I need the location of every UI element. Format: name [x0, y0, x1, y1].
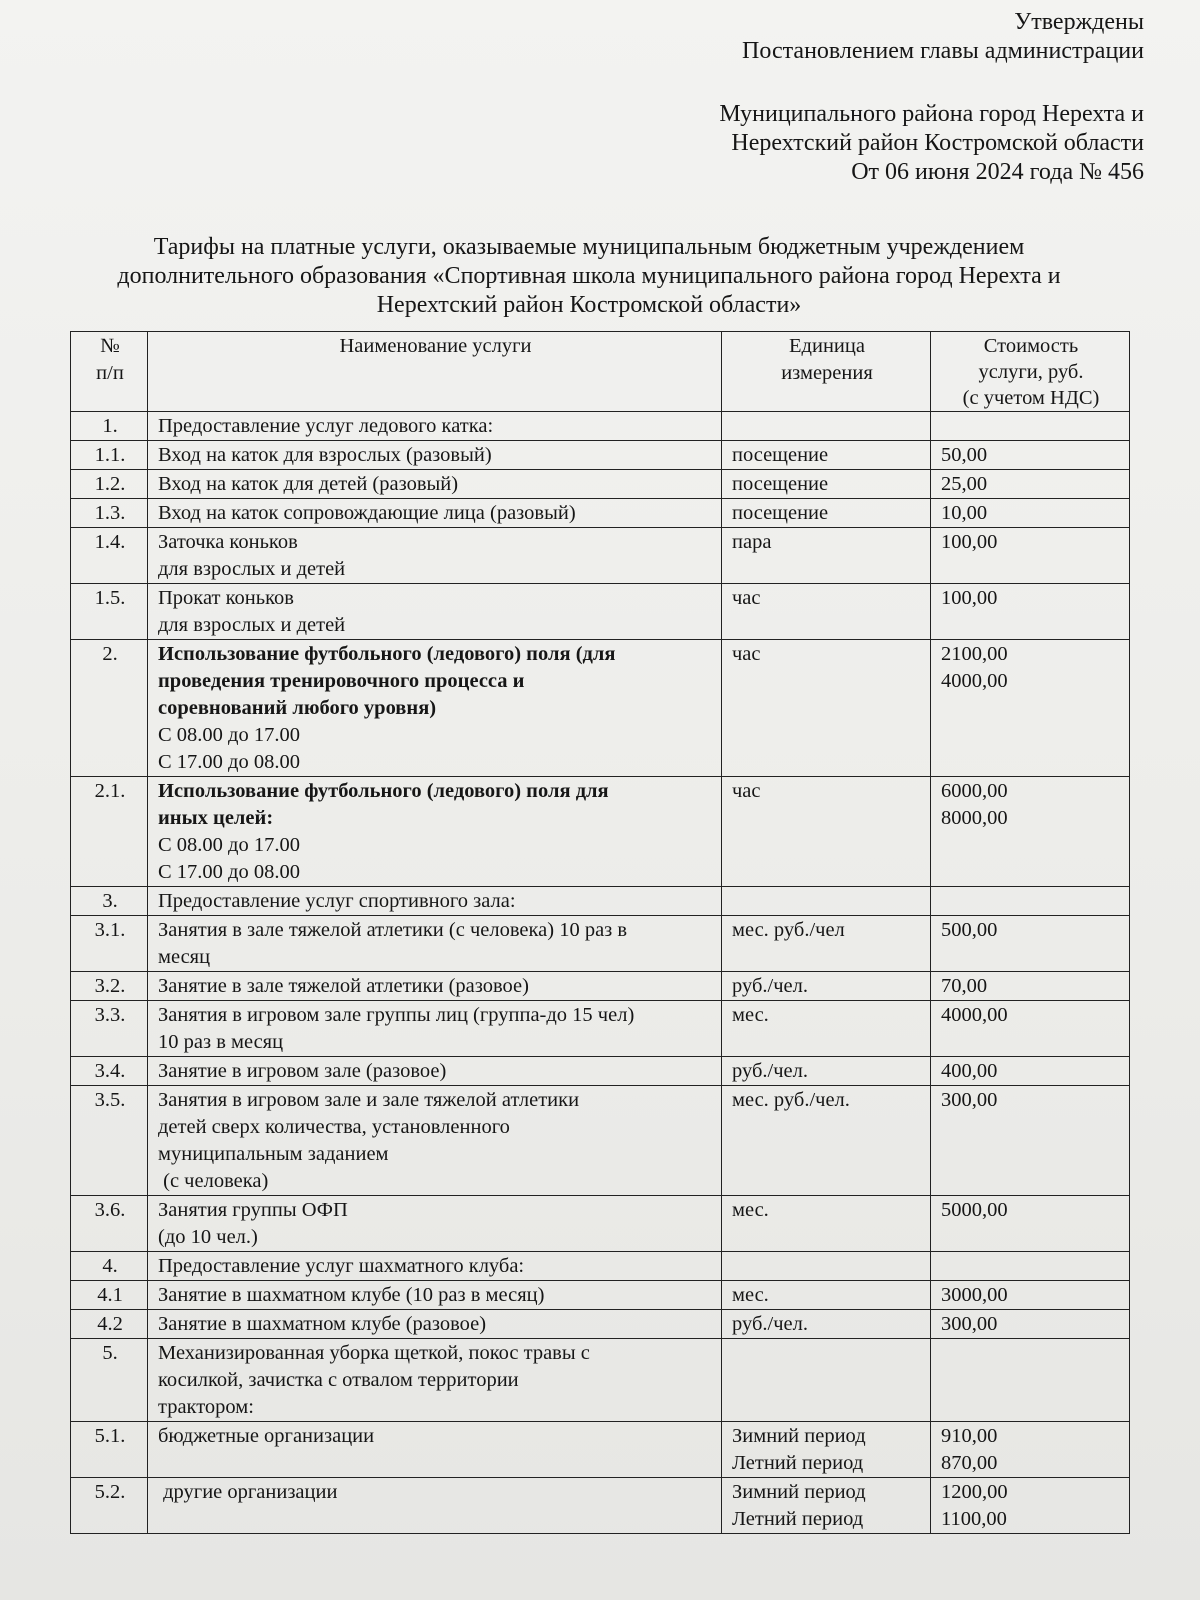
row-name-line: проведения тренировочного процесса и [158, 670, 525, 692]
table-row [71, 528, 1130, 584]
row-name: Занятие в шахматном клубе (разовое) [148, 1310, 722, 1339]
time-range: С 17.00 до 08.00 [158, 861, 300, 883]
row-name: Занятие в зале тяжелой атлетики (разовое) [148, 972, 722, 1001]
table-row [71, 1086, 1130, 1196]
header-price-line3: (с учетом НДС) [962, 387, 1100, 409]
row-name-line: муниципальным заданием [158, 1143, 389, 1165]
header-num-line2: п/п [96, 362, 124, 384]
row-name-line: Занятия в игровом зале и зале тяжелой атлетики [158, 1089, 580, 1111]
row-num: 5.2. [71, 1478, 148, 1534]
price-value: 4000,00 [941, 670, 1008, 692]
row-unit [722, 1422, 931, 1478]
row-unit [722, 1339, 931, 1422]
row-unit: руб./чел. [722, 1310, 931, 1339]
row-name-line: месяц [158, 946, 211, 968]
row-num: 4.2 [71, 1310, 148, 1339]
title-line-2: дополнительного образования «Спортивная школа муниципального района город Нерехта и [117, 263, 1061, 289]
row-unit: час [722, 584, 931, 640]
row-unit: посещение [722, 470, 931, 499]
row-name-line: (до 10 чел.) [158, 1226, 258, 1248]
row-num: 3.1. [71, 916, 148, 972]
row-name-line: косилкой, зачистка с отвалом территории [158, 1369, 519, 1391]
row-price [931, 777, 1130, 887]
approval-line-2: Постановлением главы администрации [742, 38, 1144, 64]
row-name: Вход на каток сопровождающие лица (разовый) [148, 499, 722, 528]
row-unit [722, 1478, 931, 1534]
row-unit: мес. [722, 1196, 931, 1252]
row-name [148, 1001, 722, 1057]
header-unit [722, 332, 931, 412]
title-line-1: Тарифы на платные услуги, оказываемые муниципальным бюджетным учреждением [153, 234, 1025, 260]
document-title [14, 233, 1164, 320]
row-name: Вход на каток для взрослых (разовый) [148, 441, 722, 470]
approval-line-4: Нерехтский район Костромской области [731, 130, 1144, 156]
header-num-line1: № [100, 335, 120, 357]
row-unit: посещение [722, 441, 931, 470]
row-name-line: Использование футбольного (ледового) поля (для [158, 643, 616, 665]
row-num: 4. [71, 1252, 148, 1281]
row-unit: посещение [722, 499, 931, 528]
row-num: 3.5. [71, 1086, 148, 1196]
table-row [71, 412, 1130, 441]
section-title [148, 1339, 722, 1422]
approval-date-line: От 06 июня 2024 года № 456 [851, 159, 1144, 185]
row-num: 3.2. [71, 972, 148, 1001]
row-name-line: иных целей: [158, 807, 274, 829]
title-line-3: Нерехтский район Костромской области» [376, 292, 802, 318]
row-price: 400,00 [931, 1057, 1130, 1086]
row-name [148, 640, 722, 777]
row-name-line: для взрослых и детей [158, 558, 346, 580]
row-num: 1.4. [71, 528, 148, 584]
row-price: 100,00 [931, 584, 1130, 640]
row-name-line: детей сверх количества, установленного [158, 1116, 510, 1138]
row-price [931, 1252, 1130, 1281]
table-row [71, 640, 1130, 777]
row-name-line: Занятия в зале тяжелой атлетики (с человека) 10 раз в [158, 919, 628, 941]
row-unit: мес. [722, 1281, 931, 1310]
table-row [71, 1422, 1130, 1478]
row-unit: час [722, 777, 931, 887]
table-row [71, 887, 1130, 916]
header-unit-line2: измерения [781, 362, 873, 384]
row-num: 4.1 [71, 1281, 148, 1310]
row-price: 50,00 [931, 441, 1130, 470]
row-name-line: (с человека) [158, 1170, 269, 1192]
row-unit: час [722, 640, 931, 777]
row-name [148, 584, 722, 640]
row-price: 500,00 [931, 916, 1130, 972]
row-price: 3000,00 [931, 1281, 1130, 1310]
price-value: 870,00 [941, 1452, 998, 1474]
table-row [71, 584, 1130, 640]
time-range: С 17.00 до 08.00 [158, 751, 300, 773]
row-price: 300,00 [931, 1310, 1130, 1339]
row-num: 5.1. [71, 1422, 148, 1478]
time-range: С 08.00 до 17.00 [158, 724, 300, 746]
table-row [71, 1310, 1130, 1339]
tariffs-table [70, 331, 1130, 1534]
row-price: 25,00 [931, 470, 1130, 499]
row-name-line: соревнований любого уровня) [158, 697, 437, 719]
table-row [71, 1252, 1130, 1281]
section-title: Предоставление услуг шахматного клуба: [148, 1252, 722, 1281]
row-price: 5000,00 [931, 1196, 1130, 1252]
table-row [71, 1339, 1130, 1422]
row-num: 3.4. [71, 1057, 148, 1086]
table-row [71, 916, 1130, 972]
row-num: 2.1. [71, 777, 148, 887]
row-price: 300,00 [931, 1086, 1130, 1196]
row-price [931, 1422, 1130, 1478]
table-row [71, 1057, 1130, 1086]
row-unit [722, 887, 931, 916]
price-value: 6000,00 [941, 780, 1008, 802]
row-name-line: Использование футбольного (ледового) поля для [158, 780, 609, 802]
row-name [148, 1196, 722, 1252]
row-name-line: Механизированная уборка щеткой, покос травы с [158, 1342, 590, 1364]
row-name [148, 916, 722, 972]
row-price: 10,00 [931, 499, 1130, 528]
row-unit: руб./чел. [722, 972, 931, 1001]
row-price [931, 640, 1130, 777]
header-price [931, 332, 1130, 412]
row-name: другие организации [148, 1478, 722, 1534]
header-num [71, 332, 148, 412]
price-value: 910,00 [941, 1425, 998, 1447]
row-name: бюджетные организации [148, 1422, 722, 1478]
row-name: Вход на каток для детей (разовый) [148, 470, 722, 499]
price-value: 2100,00 [941, 643, 1008, 665]
table-header-row [71, 332, 1130, 412]
row-name-line: трактором: [158, 1396, 254, 1418]
row-unit: мес. руб./чел [722, 916, 931, 972]
row-name [148, 777, 722, 887]
row-unit: пара [722, 528, 931, 584]
header-name: Наименование услуги [148, 332, 722, 412]
row-num: 1.2. [71, 470, 148, 499]
approval-line-3: Муниципального района город Нерехта и [719, 101, 1144, 127]
row-unit: руб./чел. [722, 1057, 931, 1086]
row-num: 5. [71, 1339, 148, 1422]
section-title: Предоставление услуг ледового катка: [148, 412, 722, 441]
row-price [931, 412, 1130, 441]
row-name: Занятие в игровом зале (разовое) [148, 1057, 722, 1086]
price-value: 1200,00 [941, 1481, 1008, 1503]
header-price-line1: Стоимость [983, 335, 1079, 357]
time-range: С 08.00 до 17.00 [158, 834, 300, 856]
period-label: Зимний период [732, 1425, 866, 1447]
table-row [71, 499, 1130, 528]
row-name-line: 10 раз в месяц [158, 1031, 284, 1053]
row-price [931, 1339, 1130, 1422]
price-value: 8000,00 [941, 807, 1008, 829]
row-num: 1.5. [71, 584, 148, 640]
header-unit-line1: Единица [789, 335, 865, 357]
row-price [931, 1478, 1130, 1534]
row-unit: мес. [722, 1001, 931, 1057]
row-name-line: для взрослых и детей [158, 614, 346, 636]
table-row [71, 1281, 1130, 1310]
table-row [71, 1196, 1130, 1252]
table-row [71, 1478, 1130, 1534]
period-label: Зимний период [732, 1481, 866, 1503]
row-unit [722, 412, 931, 441]
price-value: 1100,00 [941, 1508, 1007, 1530]
row-price: 100,00 [931, 528, 1130, 584]
approval-block [584, 8, 1144, 187]
row-name [148, 1086, 722, 1196]
table-row [71, 441, 1130, 470]
row-num: 1.1. [71, 441, 148, 470]
table-row [71, 972, 1130, 1001]
row-price [931, 887, 1130, 916]
row-name-line: Занятия в игровом зале группы лиц (группа-до 15 чел) [158, 1004, 635, 1026]
row-num: 3.6. [71, 1196, 148, 1252]
row-num: 2. [71, 640, 148, 777]
row-name [148, 528, 722, 584]
section-title: Предоставление услуг спортивного зала: [148, 887, 722, 916]
row-num: 3.3. [71, 1001, 148, 1057]
row-price: 4000,00 [931, 1001, 1130, 1057]
period-label: Летний период [732, 1508, 864, 1530]
header-price-line2: услуги, руб. [978, 361, 1084, 383]
row-name-line: Прокат коньков [158, 587, 294, 609]
row-num: 1. [71, 412, 148, 441]
row-unit: мес. руб./чел. [722, 1086, 931, 1196]
table-row [71, 470, 1130, 499]
row-num: 1.3. [71, 499, 148, 528]
row-name-line: Занятия группы ОФП [158, 1199, 348, 1221]
approval-line-1: Утверждены [1014, 9, 1144, 35]
table-row [71, 1001, 1130, 1057]
row-price: 70,00 [931, 972, 1130, 1001]
row-name: Занятие в шахматном клубе (10 раз в месяц) [148, 1281, 722, 1310]
period-label: Летний период [732, 1452, 864, 1474]
table-row [71, 777, 1130, 887]
row-unit [722, 1252, 931, 1281]
row-name-line: Заточка коньков [158, 531, 298, 553]
row-num: 3. [71, 887, 148, 916]
